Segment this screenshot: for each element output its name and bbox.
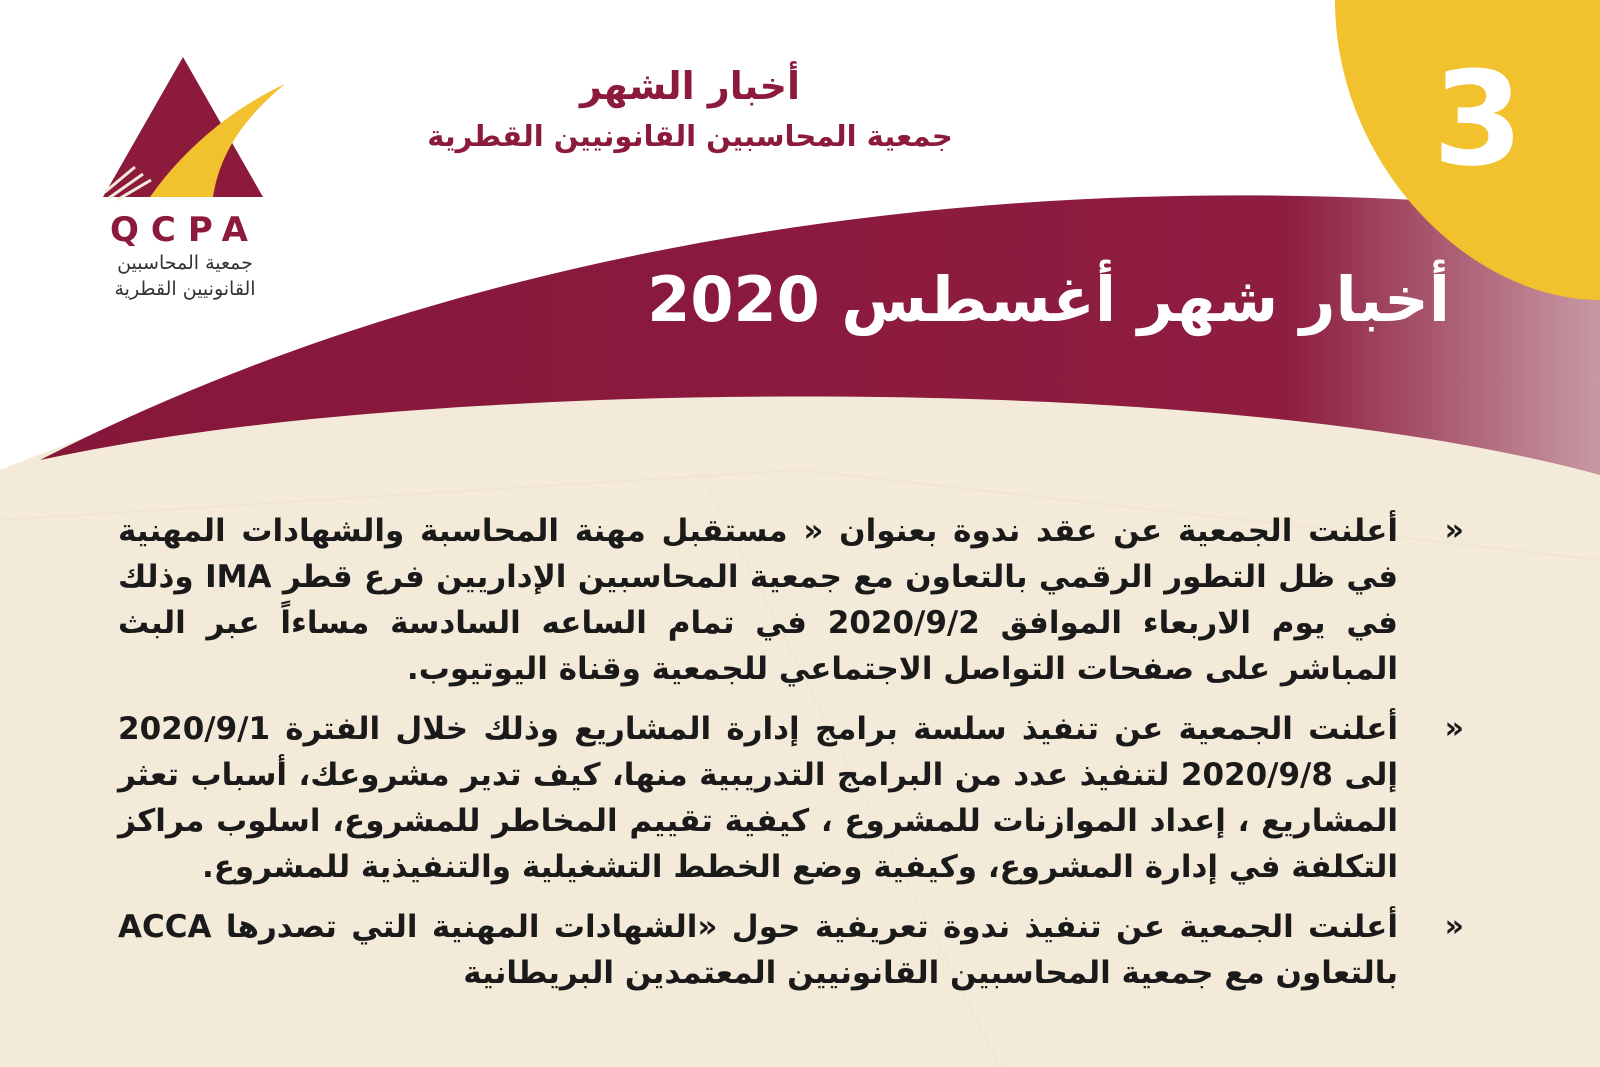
news-item [118, 904, 1478, 996]
banner-title: أخبار شهر أغسطس 2020 [647, 263, 1450, 336]
page-title: أخبار الشهر [580, 64, 800, 108]
triangle-logo-icon [95, 52, 295, 207]
news-text: أعلنت الجمعية عن تنفيذ سلسة برامج إدارة المشاريع وذلك خلال الفترة 2020/9/1 إلى 2020/9/8 لتنفيذ عدد من البرامج التدريبية منها، كيف تدير مشروعك، أسباب تعثر المشاريع ، إعداد الموازنات للمشروع ، كيفية تقييم المخاطر للمشروع، اسلوب مراكز التكلفة في إدارة المشروع، وكيفية وضع الخطط التشغيلية والتنفيذية للمشروع. [118, 711, 1399, 885]
bullet-marker: « [1444, 909, 1464, 944]
qcpa-logo [95, 52, 295, 312]
bullet-marker: « [1444, 513, 1464, 548]
bullet-marker: « [1444, 711, 1464, 746]
news-list [118, 508, 1478, 1010]
news-item [118, 508, 1478, 692]
logo-wordmark: QCPA [110, 210, 260, 250]
news-text: أعلنت الجمعية عن تنفيذ ندوة تعريفية حول «الشهادات المهنية التي تصدرها ACCA بالتعاون مع جمعية المحاسبين القانونيين المعتمدين البريطانية [118, 909, 1398, 991]
page-subtitle: جمعية المحاسبين القانونيين القطرية [427, 119, 953, 153]
news-item [118, 706, 1478, 890]
logo-name-line2: القانونيين القطرية [114, 278, 256, 300]
page-number: 3 [1432, 43, 1524, 195]
news-text: أعلنت الجمعية عن عقد ندوة بعنوان « مستقبل مهنة المحاسبة والشهادات المهنية في ظل التطور الرقمي بالتعاون مع جمعية المحاسبين الإداريين فرع قطر IMA وذلك في يوم الاربعاء الموافق 2020/9/2 في تمام الساعه السادسة مساءاً عبر البث المباشر على صفحات التواصل الاجتماعي للجمعية وقناة اليوتيوب. [118, 513, 1398, 687]
header [390, 58, 990, 158]
logo-name-line1: جمعية المحاسبين [117, 252, 253, 274]
